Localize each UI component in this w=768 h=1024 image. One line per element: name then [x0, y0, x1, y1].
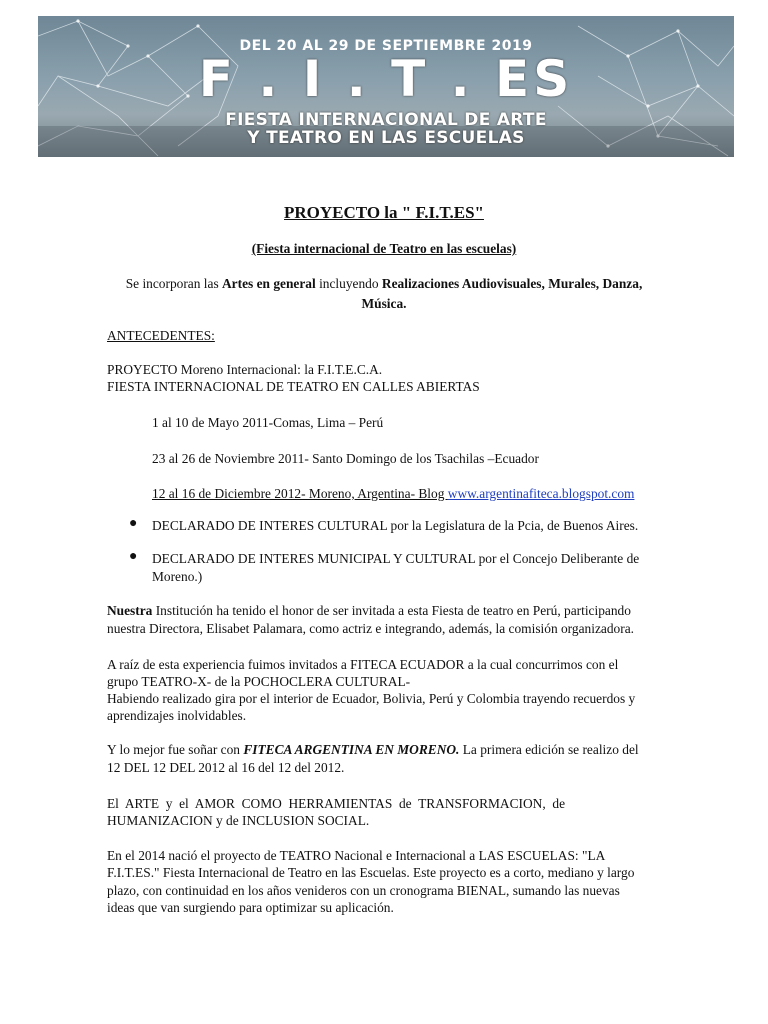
- intro-bold-arts: Artes en general: [222, 276, 316, 291]
- paragraph-1-line2: nuestra Directora, Elisabet Palamara, como actriz e integrando, además, la comisión organizadora.: [107, 621, 634, 636]
- document-title: PROYECTO la " F.I.T.ES": [284, 203, 484, 222]
- event-item: 1 al 10 de Mayo 2011-Comas, Lima – Perú: [152, 415, 384, 430]
- paragraph-3-text: Y lo mejor fue soñar con: [107, 742, 244, 757]
- paragraph-2-line3: Habiendo realizado gira por el interior de Ecuador, Bolivia, Perú y Colombia trayendo recuerdos y: [107, 691, 636, 706]
- intro-bold-list: Realizaciones Audiovisuales, Murales, Danza,: [381, 276, 643, 291]
- paragraph-2-line2: grupo TEATRO-X- de la POCHOCLERA CULTURAL-: [107, 674, 411, 689]
- paragraph-5-line4: ideas que van surgiendo para optimizar su aplicación.: [107, 900, 394, 915]
- paragraph-3-line2: 12 DEL 12 DEL 2012 al 16 del 12 del 2012.: [107, 760, 345, 775]
- paragraph-1-text: Institución ha tenido el honor de ser invitada a esta Fiesta de teatro en Perú, participando: [152, 603, 631, 618]
- paragraph-2-line4: aprendizajes inolvidables.: [107, 708, 247, 723]
- event-item-text: 12 al 16 de Diciembre 2012- Moreno, Argentina- Blog: [152, 486, 448, 501]
- paragraph-3-line1: [107, 741, 639, 759]
- antecedentes-heading: ANTECEDENTES:: [107, 328, 215, 343]
- intro-line2: Música.: [361, 296, 407, 311]
- declaration-item: DECLARADO DE INTERES MUNICIPAL Y CULTURAL por el Concejo Deliberante de: [152, 551, 640, 566]
- banner-subtitle-line2: Y TEATRO EN LAS ESCUELAS: [247, 128, 525, 148]
- paragraph-3-text-2: La primera edición se realizo del: [459, 742, 639, 757]
- paragraph-4-line1: El ARTE y el AMOR COMO HERRAMIENTAS de TRANSFORMACION, de: [107, 796, 566, 811]
- intro-text-2: incluyendo: [315, 276, 382, 291]
- dot-bullet-icon: ●: [129, 549, 138, 564]
- paragraph-3-bold-italic: FITECA ARGENTINA EN MORENO.: [243, 742, 460, 757]
- intro-text: Se incorporan las: [125, 276, 223, 291]
- antecedentes-line2: FIESTA INTERNACIONAL DE TEATRO EN CALLES ABIERTAS: [107, 379, 480, 394]
- banner-subtitle-line1: FIESTA INTERNACIONAL DE ARTE: [225, 110, 547, 130]
- event-item: 23 al 26 de Noviembre 2011- Santo Domingo de los Tsachilas –Ecuador: [152, 451, 539, 466]
- dot-bullet-icon: ●: [129, 516, 138, 531]
- declaration-item: DECLARADO DE INTERES CULTURAL por la Legislatura de la Pcia, de Buenos Aires.: [152, 518, 639, 533]
- paragraph-1-line1: [107, 602, 660, 620]
- header-banner: [38, 16, 734, 157]
- event-item: [152, 485, 634, 503]
- paragraph-1-bold: Nuestra: [107, 603, 153, 618]
- antecedentes-line1: PROYECTO Moreno Internacional: la F.I.T.E.C.A.: [107, 362, 383, 377]
- intro-line1: [0, 275, 768, 293]
- banner-date: DEL 20 AL 29 DE SEPTIEMBRE 2019: [239, 38, 533, 54]
- paragraph-4-line2: HUMANIZACION y de INCLUSION SOCIAL.: [107, 813, 370, 828]
- paragraph-5-line2: F.I.T.ES." Fiesta Internacional de Teatro en las Escuelas. Este proyecto es a corto, mediano y largo: [107, 865, 635, 880]
- banner-title: F . I . T . ES: [198, 50, 574, 108]
- paragraph-5-line1: En el 2014 nació el proyecto de TEATRO Nacional e Internacional a LAS ESCUELAS: "LA: [107, 848, 606, 863]
- document-subtitle: (Fiesta internacional de Teatro en las escuelas): [251, 241, 517, 256]
- paragraph-5-line3: plazo, con continuidad en los años venideros con un cronograma BIENAL, sumando las nuevas: [107, 883, 620, 898]
- declaration-item-cont: Moreno.): [152, 569, 203, 584]
- blog-link[interactable]: www.argentinafiteca.blogspot.com: [447, 486, 635, 501]
- paragraph-2-line1: A raíz de esta experiencia fuimos invitados a FITECA ECUADOR a la cual concurrimos con el: [107, 657, 619, 672]
